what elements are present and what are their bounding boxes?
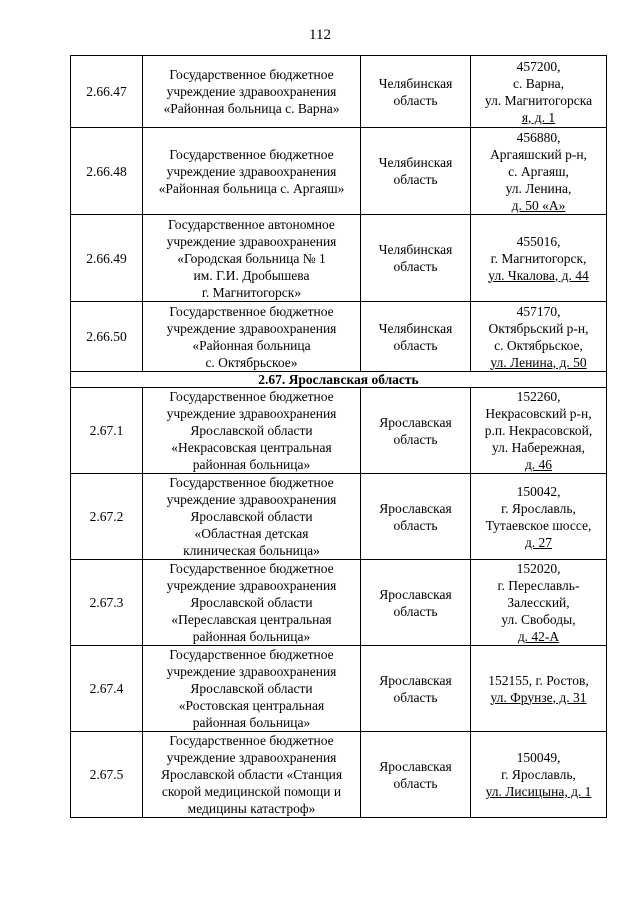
- region-name-line: Ярославская: [379, 758, 452, 774]
- entry-number: 2.66.50: [71, 302, 143, 372]
- address-line: 152155, г. Ростов,: [488, 672, 589, 688]
- entry-number: 2.66.47: [71, 56, 143, 128]
- address-line: 456880,: [516, 129, 561, 145]
- institution-name-line: районная больница»: [192, 629, 311, 644]
- institution-name-line: Ярославской области «Станция: [160, 767, 343, 782]
- region-name: [361, 128, 471, 215]
- address-line: г. Магнитогорск,: [490, 250, 587, 266]
- institution-name: [143, 560, 361, 646]
- address-line: 150049,: [516, 750, 561, 765]
- institution-name-line: учреждение здравоохранения: [166, 750, 337, 765]
- institution-name-line: с. Октябрьское»: [205, 354, 298, 370]
- address-line: д. 42-А: [517, 629, 560, 644]
- address-line: д. 50 «А»: [511, 197, 566, 213]
- address: [471, 302, 607, 372]
- address-line: Некрасовский р-н,: [485, 406, 592, 421]
- address: [471, 646, 607, 732]
- institution-name-line: клиническая больница»: [183, 543, 320, 558]
- entry-number: 2.67.2: [71, 474, 143, 560]
- institution-name-line: Государственное автономное: [168, 216, 335, 232]
- institution-name-line: г. Магнитогорск»: [201, 284, 302, 300]
- address-line: 457200,: [516, 58, 561, 74]
- institution-name: [143, 56, 361, 128]
- table-row: [71, 128, 607, 215]
- institution-name-line: Ярославской области: [190, 509, 313, 524]
- address-line: 152260,: [516, 389, 561, 404]
- institution-name-line: учреждение здравоохранения: [166, 664, 337, 679]
- address-line: ул. Фрунзе, д. 31: [490, 689, 587, 705]
- region-name-line: Челябинская: [378, 242, 453, 257]
- region-name: [361, 560, 471, 646]
- address-line: ул. Ленина, д. 50: [490, 354, 587, 370]
- institution-name: [143, 474, 361, 560]
- entry-number: 2.67.3: [71, 560, 143, 646]
- table-row: [71, 215, 607, 302]
- institution-name-line: Ярославской области: [190, 681, 313, 696]
- institution-name-line: «Районная больница с. Аргаяш»: [158, 180, 345, 196]
- institution-name-line: медицины катастроф»: [187, 801, 316, 816]
- address-line: д. 46: [524, 457, 553, 472]
- address-line: г. Ярославль,: [501, 500, 576, 516]
- institution-name-line: Государственное бюджетное: [169, 647, 334, 662]
- institution-name: [143, 646, 361, 732]
- table-body: [71, 56, 607, 818]
- address-line: с. Аргаяш,: [508, 163, 569, 179]
- region-name: [361, 646, 471, 732]
- region-name-line: Ярославская: [379, 672, 452, 688]
- address-line: г. Переславль-: [497, 578, 580, 593]
- institution-name-line: Ярославской области: [190, 423, 313, 438]
- institution-name-line: «Районная больница с. Варна»: [163, 101, 340, 116]
- region-name-line: область: [393, 517, 438, 533]
- address: [471, 732, 607, 818]
- table-row: [71, 302, 607, 372]
- address-line: д. 27: [524, 534, 553, 550]
- region-name-line: Челябинская: [378, 75, 453, 91]
- institutions-table: [70, 55, 607, 818]
- region-name: [361, 302, 471, 372]
- table-row: [71, 56, 607, 128]
- institution-name-line: «Переславская центральная: [171, 612, 332, 627]
- institution-name-line: им. Г.И. Дробышева: [193, 267, 310, 283]
- address-line: с. Варна,: [512, 75, 565, 91]
- address-line: Октябрьский р-н,: [488, 320, 589, 336]
- institution-name-line: учреждение здравоохранения: [166, 163, 337, 179]
- institution-name-line: учреждение здравоохранения: [166, 320, 337, 336]
- region-name-line: Челябинская: [378, 320, 453, 336]
- entry-number: 2.67.1: [71, 388, 143, 474]
- region-name: [361, 56, 471, 128]
- institution-name-line: Государственное бюджетное: [169, 733, 334, 748]
- institution-name-line: Государственное бюджетное: [169, 303, 334, 319]
- region-name-line: область: [393, 337, 438, 353]
- section-header-row: [71, 372, 607, 388]
- page-number: 112: [309, 27, 331, 43]
- institution-name-line: Государственное бюджетное: [169, 389, 334, 404]
- table-row: [71, 560, 607, 646]
- table-row: [71, 474, 607, 560]
- region-name-line: Ярославская: [379, 586, 452, 602]
- region-name-line: область: [393, 689, 438, 705]
- entry-number: 2.67.4: [71, 646, 143, 732]
- region-name-line: Ярославская: [379, 414, 452, 430]
- address-line: с. Октябрьское,: [494, 337, 583, 353]
- region-name: [361, 474, 471, 560]
- region-name-line: Ярославская: [379, 500, 452, 516]
- institution-name-line: Государственное бюджетное: [169, 146, 334, 162]
- section-title: 2.67. Ярославская область: [71, 372, 607, 388]
- institution-name-line: «Ростовская центральная: [178, 698, 325, 713]
- institution-name-line: «Районная больница: [192, 337, 311, 353]
- address-line: Аргаяшский р-н,: [490, 146, 587, 162]
- institution-name-line: учреждение здравоохранения: [166, 492, 337, 507]
- address-line: я, д. 1: [521, 109, 556, 125]
- address-line: 457170,: [516, 303, 561, 319]
- address: [471, 560, 607, 646]
- address-line: р.п. Некрасовской,: [484, 423, 593, 438]
- entry-number: 2.66.48: [71, 128, 143, 215]
- institution-name-line: скорой медицинской помощи и: [161, 784, 342, 799]
- address: [471, 215, 607, 302]
- region-name-line: область: [393, 259, 438, 274]
- institution-name: [143, 215, 361, 302]
- address: [471, 128, 607, 215]
- institution-name-line: учреждение здравоохранения: [166, 233, 337, 249]
- address: [471, 56, 607, 128]
- region-name: [361, 388, 471, 474]
- institution-name: [143, 388, 361, 474]
- table-row: [71, 732, 607, 818]
- entry-number: 2.67.5: [71, 732, 143, 818]
- institution-name-line: Государственное бюджетное: [169, 67, 334, 82]
- region-name: [361, 732, 471, 818]
- institution-name-line: учреждение здравоохранения: [166, 578, 337, 593]
- address-line: 455016,: [516, 233, 561, 249]
- address-line: ул. Лисицына, д. 1: [485, 784, 592, 799]
- institution-name: [143, 732, 361, 818]
- address: [471, 388, 607, 474]
- region-name-line: область: [393, 92, 438, 108]
- region-name-line: область: [393, 603, 438, 619]
- address-line: 152020,: [516, 561, 561, 576]
- region-name-line: область: [393, 431, 438, 447]
- institution-name: [143, 128, 361, 215]
- address: [471, 474, 607, 560]
- institution-name-line: учреждение здравоохранения: [166, 84, 337, 99]
- institution-name-line: районная больница»: [192, 457, 311, 472]
- region-name: [361, 215, 471, 302]
- institution-name-line: Государственное бюджетное: [169, 475, 334, 490]
- region-name-line: область: [393, 172, 438, 187]
- table-row: [71, 388, 607, 474]
- address-line: ул. Набережная,: [492, 440, 585, 455]
- address-line: ул. Свободы,: [501, 612, 576, 627]
- institution-name-line: «Некрасовская центральная: [171, 440, 332, 455]
- address-line: ул. Магнитогорска: [484, 92, 593, 108]
- institution-name-line: «Областная детская: [194, 526, 309, 541]
- table-row: [71, 646, 607, 732]
- region-name-line: Челябинская: [378, 155, 453, 170]
- address-line: Тутаевское шоссе,: [485, 517, 592, 533]
- entry-number: 2.66.49: [71, 215, 143, 302]
- address-line: ул. Ленина,: [505, 180, 572, 196]
- address-line: ул. Чкалова, д. 44: [488, 267, 589, 283]
- institution-name: [143, 302, 361, 372]
- institution-name-line: Государственное бюджетное: [169, 561, 334, 576]
- institution-name-line: учреждение здравоохранения: [166, 406, 337, 421]
- region-name-line: область: [393, 775, 438, 791]
- institution-name-line: районная больница»: [192, 715, 311, 730]
- institution-name-line: Ярославской области: [190, 595, 313, 610]
- address-line: Залесский,: [507, 595, 570, 610]
- address-line: 150042,: [516, 483, 561, 499]
- institution-name-line: «Городская больница № 1: [177, 250, 326, 266]
- address-line: г. Ярославль,: [501, 767, 576, 782]
